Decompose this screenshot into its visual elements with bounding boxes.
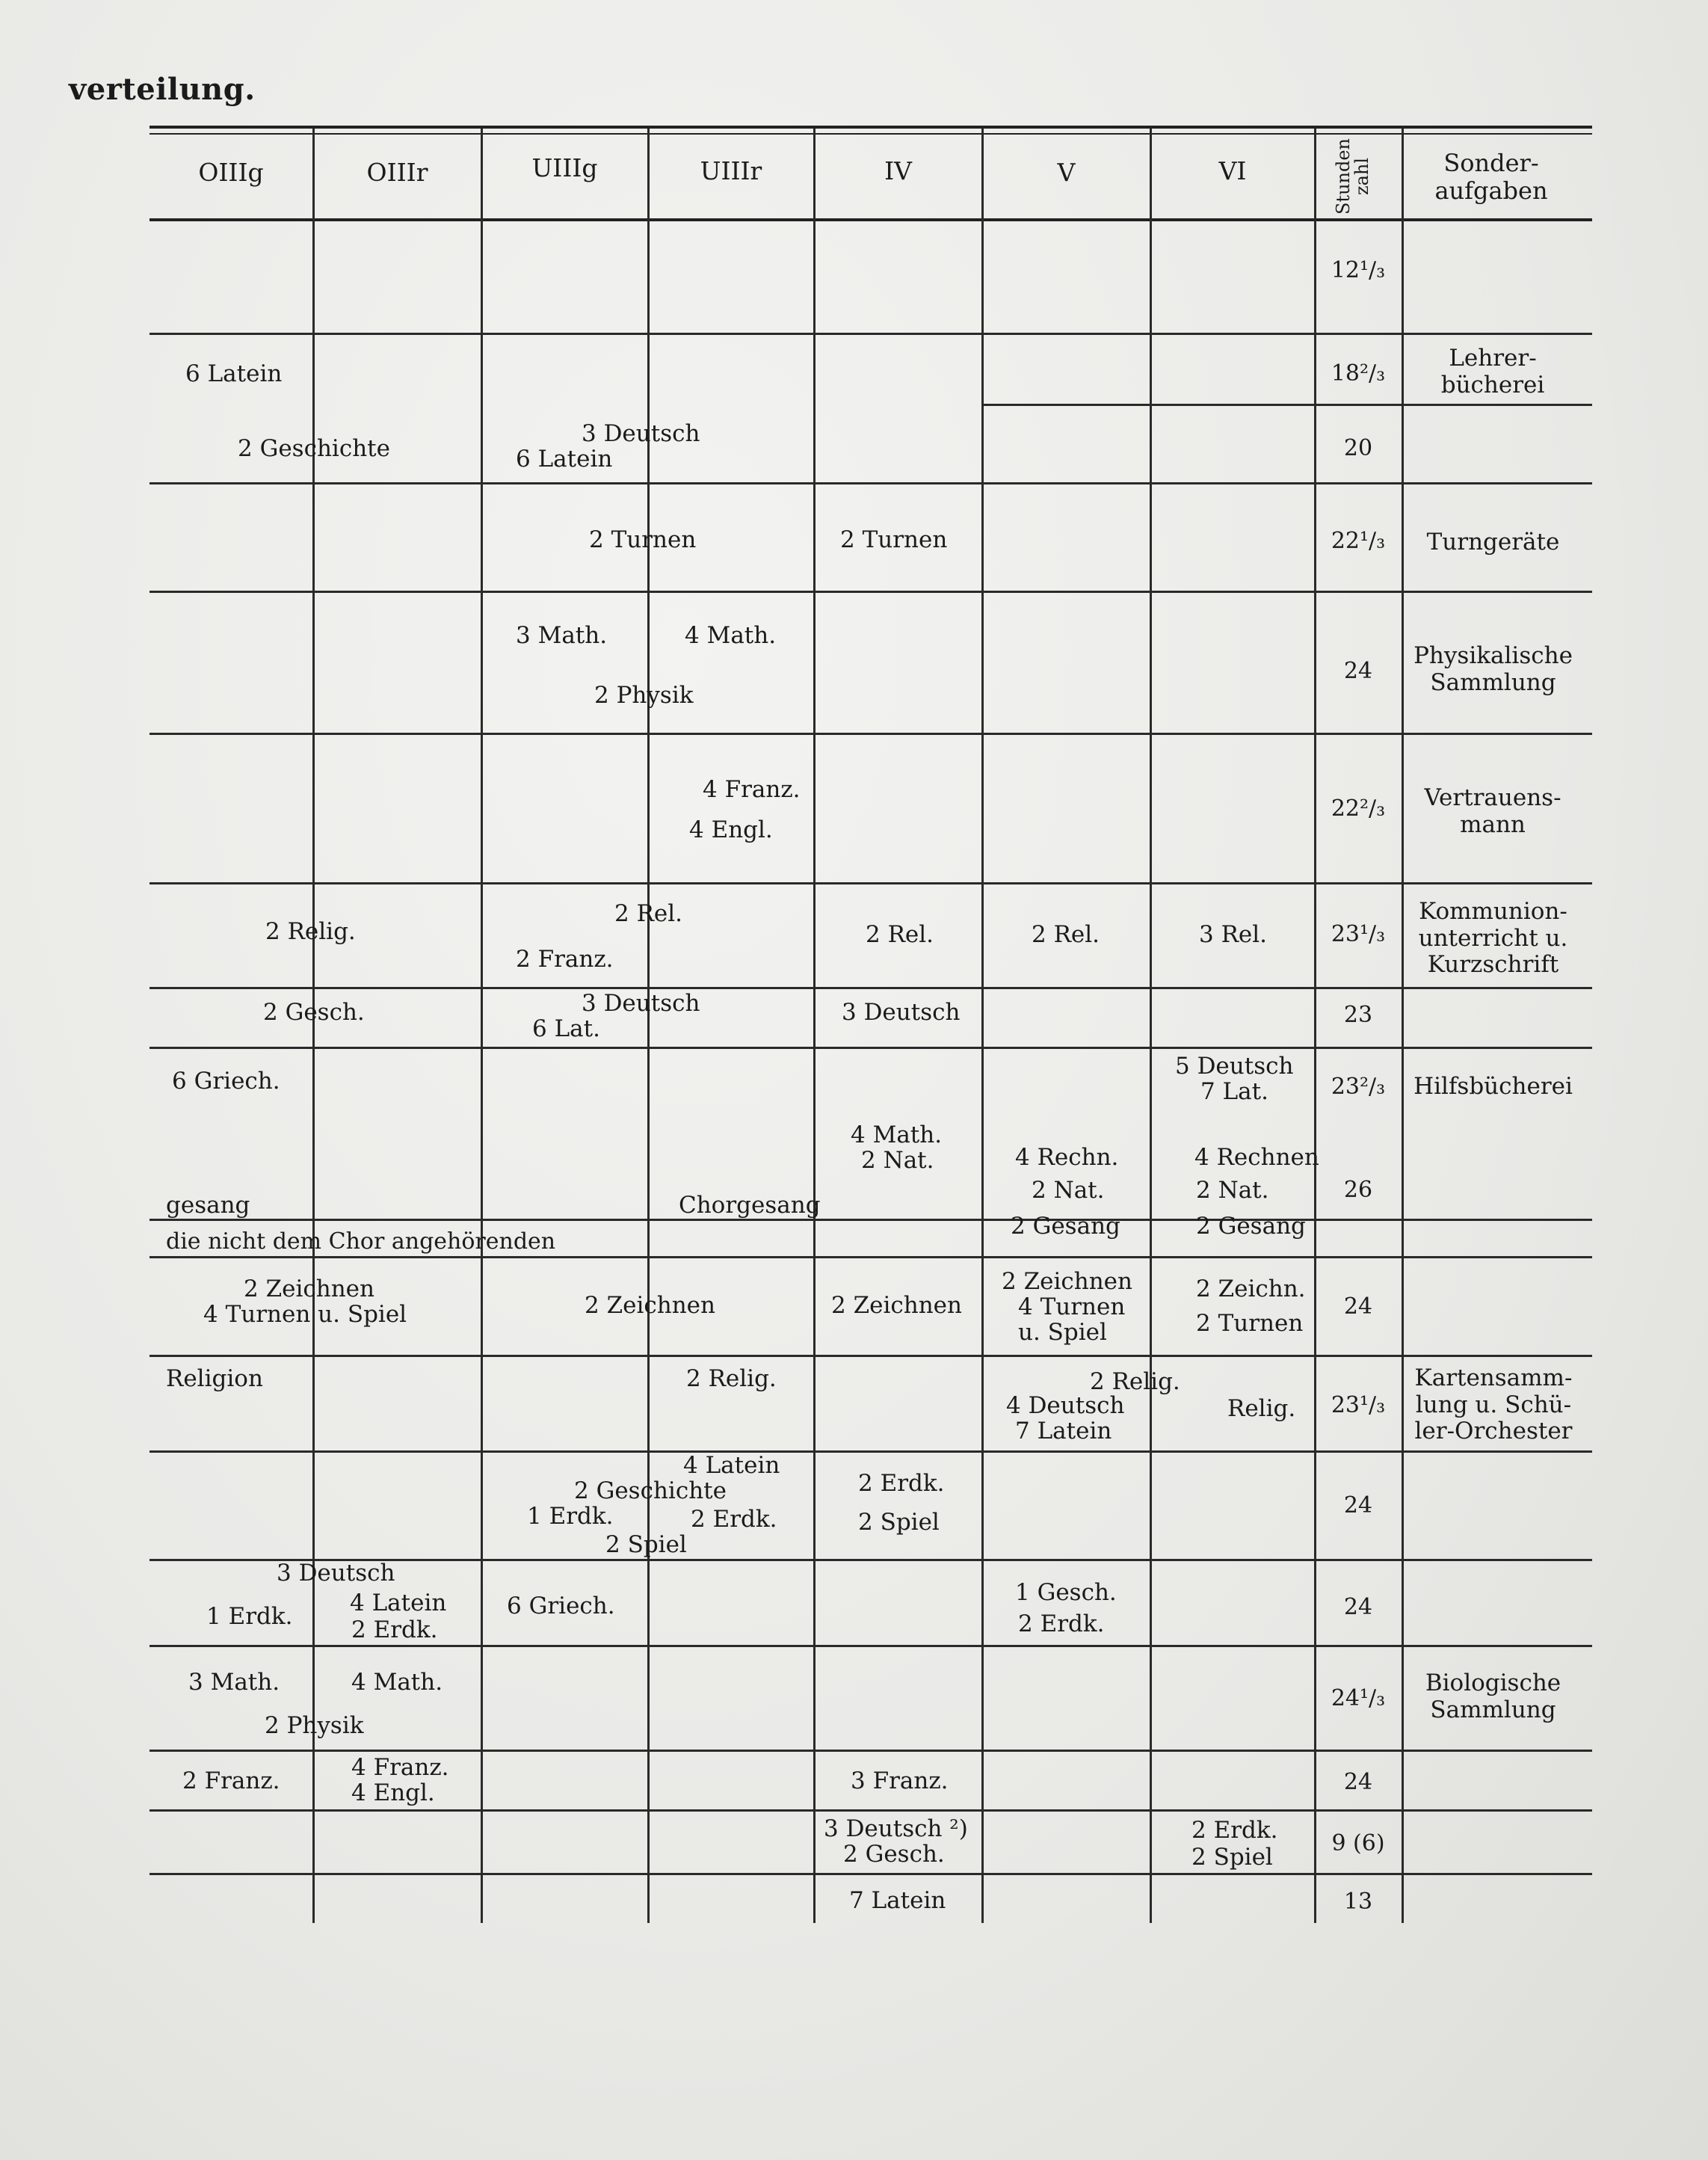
col-header-oiiir: OIIIr — [366, 158, 428, 187]
hours-value: 9 (6) — [1331, 1830, 1385, 1856]
cell: 4 Math. — [351, 1669, 443, 1696]
cell: 6 Lat. — [532, 1015, 600, 1042]
col-header-special: Sonder- aufgaben — [1434, 149, 1548, 205]
row-line — [149, 333, 1592, 335]
cell: 2 Franz. — [182, 1767, 280, 1794]
cell: 2 Spiel — [605, 1531, 687, 1558]
cell: u. Spiel — [1018, 1319, 1107, 1346]
cell: 4 Engl. — [351, 1779, 435, 1806]
hours-value: 22¹/₃ — [1331, 528, 1386, 554]
col-header-hours — [1334, 134, 1382, 219]
hours-value: 18²/₃ — [1331, 360, 1386, 387]
row-line — [149, 591, 1592, 593]
cell: 2 Spiel — [1191, 1844, 1273, 1871]
cell: 6 Griech. — [172, 1068, 280, 1095]
cell: 6 Latein — [185, 360, 283, 387]
cell: 2 Spiel — [858, 1509, 940, 1536]
cell: 3 Math. — [516, 622, 608, 649]
cell: 2 Gesang — [1011, 1213, 1120, 1240]
special-task: Kommunion- unterricht u. Kurzschrift — [1418, 898, 1568, 979]
cell: 6 Griech. — [507, 1593, 615, 1619]
cell: Religion — [166, 1365, 263, 1392]
row-line — [149, 1645, 1592, 1647]
cell: 1 Erdk. — [206, 1603, 293, 1630]
hours-value: 22²/₃ — [1331, 796, 1386, 822]
cell: 2 Nat. — [1196, 1177, 1269, 1204]
cell: 2 Relig. — [1090, 1368, 1180, 1395]
row-line — [149, 1256, 1592, 1258]
cell: 2 Nat. — [1032, 1177, 1105, 1204]
hours-value: 23¹/₃ — [1331, 1392, 1386, 1418]
cell: 5 Deutsch — [1175, 1053, 1294, 1080]
cell: 2 Rel. — [614, 900, 683, 927]
cell: 7 Latein — [1015, 1418, 1112, 1444]
hours-value: 23 — [1343, 1002, 1373, 1028]
cell: 6 Latein — [516, 446, 613, 473]
cell: 3 Deutsch — [582, 420, 700, 447]
cell: 4 Rechnen — [1194, 1144, 1319, 1171]
cell: gesang — [166, 1192, 250, 1219]
col-header-oiiig: OIIIg — [198, 158, 264, 187]
cell: 2 Erdk. — [858, 1470, 945, 1497]
cell: 2 Zeichnen — [1002, 1268, 1132, 1295]
page-title: verteilung. — [69, 72, 256, 107]
row-line — [149, 1355, 1592, 1357]
cell: 1 Erdk. — [527, 1503, 614, 1530]
cell: 2 Relig. — [686, 1365, 777, 1392]
cell: 1 Gesch. — [1015, 1579, 1117, 1606]
cell: 2 Physik — [265, 1712, 364, 1739]
row-line — [149, 882, 1592, 884]
cell: 2 Gesch. — [843, 1841, 945, 1868]
cell: 4 Turnen u. Spiel — [203, 1301, 407, 1328]
hours-value: 24 — [1343, 1293, 1373, 1320]
row-line — [149, 1809, 1592, 1812]
cell: 2 Erdk. — [1191, 1817, 1278, 1844]
cell: 2 Gesch. — [263, 999, 365, 1026]
col-sep-3 — [647, 129, 650, 1923]
cell: Relig. — [1227, 1395, 1296, 1422]
special-task: Vertrauens- mann — [1424, 784, 1561, 838]
special-task: Lehrer- bücherei — [1440, 345, 1545, 399]
cell: 4 Engl. — [689, 816, 773, 843]
col-sep-2 — [481, 129, 483, 1923]
hours-value: 24 — [1343, 1492, 1373, 1519]
cell: 3 Deutsch — [582, 990, 700, 1017]
hours-header-line2: zahl — [1351, 157, 1373, 196]
special-task: Kartensamm- lung u. Schü- ler-Orchester — [1414, 1364, 1573, 1445]
cell: 2 Erdk. — [1018, 1610, 1105, 1637]
special-task: Turngeräte — [1426, 529, 1560, 556]
row-line — [149, 1219, 1592, 1221]
cell: 2 Relig. — [265, 918, 356, 945]
cell: 2 Erdk. — [351, 1616, 438, 1643]
cell: 4 Latein — [350, 1590, 447, 1616]
cell: 2 Nat. — [861, 1147, 934, 1174]
cell: 2 Zeichnen — [585, 1292, 715, 1319]
cell: 4 Turnen — [1018, 1293, 1126, 1320]
cell: 2 Rel. — [866, 921, 934, 948]
cell: 2 Gesang — [1196, 1213, 1306, 1240]
cell: 2 Turnen — [840, 526, 948, 553]
cell: 4 Rechn. — [1015, 1144, 1119, 1171]
row-line — [149, 1873, 1592, 1875]
hours-header-line1: Stunden — [1333, 138, 1354, 215]
hours-value: 24¹/₃ — [1331, 1685, 1386, 1711]
cell: 2 Zeichn. — [1196, 1276, 1306, 1302]
hours-value: 26 — [1343, 1177, 1373, 1203]
cell: 2 Geschichte — [574, 1477, 727, 1504]
row-line — [981, 404, 1592, 406]
row-line — [149, 987, 1592, 989]
col-sep-4 — [813, 129, 816, 1923]
col-sep-5 — [981, 129, 984, 1923]
special-task: Hilfsbücherei — [1413, 1073, 1573, 1100]
cell: 2 Rel. — [1032, 921, 1100, 948]
col-header-vi: VI — [1218, 156, 1247, 185]
cell: 2 Turnen — [1196, 1310, 1304, 1337]
cell: 3 Franz. — [851, 1767, 949, 1794]
cell: 4 Math. — [685, 622, 777, 649]
cell: 2 Turnen — [589, 526, 697, 553]
cell: Chorgesang — [679, 1192, 821, 1219]
cell: 3 Deutsch ²) — [824, 1815, 968, 1842]
cell: 4 Math. — [851, 1121, 943, 1148]
cell: 4 Latein — [683, 1452, 780, 1479]
hours-value: 23²/₃ — [1331, 1074, 1386, 1100]
row-line — [149, 482, 1592, 484]
hours-value: 24 — [1343, 1594, 1373, 1620]
row-line — [149, 1450, 1592, 1453]
cell: 7 Latein — [849, 1887, 946, 1914]
row-line — [149, 733, 1592, 735]
cell: 3 Deutsch — [277, 1560, 395, 1587]
cell: 3 Deutsch — [842, 999, 961, 1026]
special-task: Physikalische Sammlung — [1413, 642, 1573, 696]
cell: die nicht dem Chor angehörenden — [166, 1228, 556, 1255]
row-line — [149, 1750, 1592, 1752]
cell: 4 Deutsch — [1006, 1392, 1125, 1419]
special-task: Biologische Sammlung — [1425, 1670, 1561, 1723]
cell: 2 Franz. — [516, 946, 614, 973]
col-header-iv: IV — [884, 156, 912, 185]
col-sep-8 — [1402, 129, 1404, 1923]
hours-value: 13 — [1343, 1889, 1373, 1915]
col-header-uiiir: UIIIr — [700, 156, 762, 185]
cell: 2 Zeichnen — [831, 1292, 962, 1319]
cell: 2 Physik — [594, 682, 694, 709]
row-line — [149, 1047, 1592, 1049]
hours-value: 12¹/₃ — [1331, 257, 1386, 283]
col-header-v: V — [1057, 158, 1076, 187]
cell: 2 Erdk. — [691, 1506, 777, 1533]
hours-value: 20 — [1343, 435, 1373, 461]
col-sep-6 — [1150, 129, 1152, 1923]
cell: 2 Zeichnen — [244, 1276, 374, 1302]
header-top-rule — [149, 126, 1592, 129]
hours-value: 24 — [1343, 658, 1373, 684]
hours-value: 24 — [1343, 1769, 1373, 1795]
cell: 2 Geschichte — [238, 435, 390, 462]
cell: 3 Rel. — [1199, 921, 1268, 948]
col-header-uiiig: UIIIg — [531, 153, 598, 182]
hours-value: 23¹/₃ — [1331, 921, 1386, 947]
col-sep-7 — [1314, 129, 1316, 1923]
cell: 4 Franz. — [351, 1754, 449, 1781]
cell: 3 Math. — [188, 1669, 280, 1696]
cell: 4 Franz. — [703, 776, 801, 803]
cell: 7 Lat. — [1200, 1078, 1268, 1105]
